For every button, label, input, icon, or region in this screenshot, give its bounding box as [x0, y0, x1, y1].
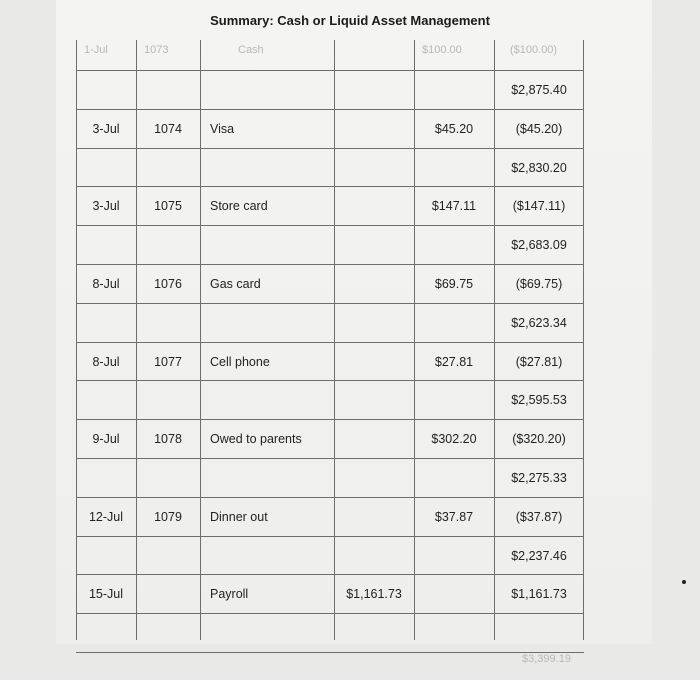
number-cell	[136, 148, 200, 187]
deposit-cell	[334, 419, 414, 458]
description-cell: Payroll	[210, 586, 249, 601]
deposit-cell	[334, 380, 414, 419]
page-title: Summary: Cash or Liquid Asset Management	[210, 13, 490, 28]
deposit-cell	[334, 264, 414, 303]
number-cell	[136, 458, 200, 497]
payment-cell	[414, 303, 494, 342]
payment-cell	[414, 380, 494, 419]
faded-description: Cash	[238, 44, 264, 56]
balance-cell: ($45.20)	[515, 121, 563, 136]
date-cell: 3-Jul	[92, 121, 120, 136]
number-cell	[136, 380, 200, 419]
table-row	[76, 536, 584, 575]
balance-cell: $2,623.34	[511, 315, 567, 330]
payment-cell: $147.11	[431, 198, 477, 213]
deposit-cell	[334, 225, 414, 264]
payment-cell	[414, 225, 494, 264]
payment-cell	[414, 536, 494, 575]
date-cell: 8-Jul	[92, 276, 120, 291]
stray-mark	[682, 580, 686, 584]
table-row	[76, 574, 584, 613]
deposit-cell	[334, 148, 414, 187]
date-cell: 12-Jul	[88, 509, 124, 524]
balance-cell: ($69.75)	[515, 276, 563, 291]
balance-cell: $1,161.73	[511, 586, 567, 601]
date-cell	[76, 380, 136, 419]
number-cell: 1076	[154, 276, 182, 291]
deposit-cell	[334, 536, 414, 575]
deposit-cell	[334, 342, 414, 381]
date-cell	[76, 225, 136, 264]
description-cell	[210, 225, 334, 264]
number-cell: 1079	[154, 509, 182, 524]
description-cell: Gas card	[210, 276, 261, 291]
date-cell: 15-Jul	[88, 586, 124, 601]
number-cell: 1074	[154, 121, 182, 136]
deposit-cell: $1,161.73	[346, 586, 402, 601]
table-row	[76, 458, 584, 497]
number-cell: 1077	[154, 354, 182, 369]
number-cell	[136, 70, 200, 109]
description-cell	[210, 70, 334, 109]
date-cell	[76, 536, 136, 575]
description-cell	[210, 303, 334, 342]
description-cell	[210, 458, 334, 497]
payment-cell: $302.20	[431, 431, 477, 446]
table-row	[76, 148, 584, 187]
number-cell	[136, 225, 200, 264]
table-row	[76, 264, 584, 303]
deposit-cell	[334, 303, 414, 342]
number-cell: 1078	[154, 431, 182, 446]
payment-cell: $37.87	[434, 509, 474, 524]
description-cell: Cell phone	[210, 354, 270, 369]
faded-balance: ($100.00)	[510, 44, 558, 56]
balance-cell: ($320.20)	[512, 431, 566, 446]
faded-number: 1073	[144, 44, 169, 56]
table-row	[76, 70, 584, 109]
number-cell	[136, 536, 200, 575]
date-cell	[76, 70, 136, 109]
table-row	[76, 109, 584, 148]
date-cell	[76, 148, 136, 187]
faded-payment: $100.00	[422, 44, 462, 56]
payment-cell	[414, 574, 494, 613]
payment-cell: $27.81	[434, 354, 474, 369]
payment-cell: $69.75	[434, 276, 474, 291]
description-cell	[210, 380, 334, 419]
date-cell: 3-Jul	[92, 198, 120, 213]
table-row	[76, 380, 584, 419]
number-cell	[136, 303, 200, 342]
description-cell	[210, 148, 334, 187]
balance-cell: $2,237.46	[511, 548, 567, 563]
balance-cell: $2,683.09	[511, 237, 567, 252]
deposit-cell	[334, 109, 414, 148]
description-cell: Dinner out	[210, 509, 268, 524]
balance-cell: ($37.87)	[515, 509, 563, 524]
table-row	[76, 303, 584, 342]
number-cell	[136, 574, 200, 613]
row-divider	[76, 613, 584, 614]
balance-cell: ($27.81)	[515, 354, 563, 369]
payment-cell: $45.20	[434, 121, 474, 136]
balance-cell: $2,275.33	[511, 470, 567, 485]
ledger-table	[76, 40, 584, 665]
table-row	[76, 186, 584, 225]
description-cell	[210, 536, 334, 575]
description-cell: Visa	[210, 121, 235, 136]
date-cell: 9-Jul	[92, 431, 120, 446]
deposit-cell	[334, 497, 414, 536]
number-cell: 1075	[154, 198, 182, 213]
payment-cell	[414, 148, 494, 187]
table-row	[76, 497, 584, 536]
balance-cell: $2,875.40	[511, 82, 567, 97]
description-cell: Store card	[210, 198, 268, 213]
payment-cell	[414, 458, 494, 497]
balance-cell: ($147.11)	[512, 198, 566, 213]
balance-cell: $2,830.20	[511, 160, 567, 175]
table-row	[76, 342, 584, 381]
row-divider	[76, 652, 584, 653]
faded-date: 1-Jul	[84, 44, 108, 56]
table-row	[76, 225, 584, 264]
payment-cell	[414, 70, 494, 109]
description-cell: Owed to parents	[210, 431, 302, 446]
deposit-cell	[334, 70, 414, 109]
balance-cell: $2,595.53	[511, 392, 567, 407]
date-cell	[76, 458, 136, 497]
deposit-cell	[334, 458, 414, 497]
deposit-cell	[334, 186, 414, 225]
date-cell: 8-Jul	[92, 354, 120, 369]
faded-bottom-balance: $3,399.19	[522, 653, 571, 665]
table-row	[76, 419, 584, 458]
date-cell	[76, 303, 136, 342]
